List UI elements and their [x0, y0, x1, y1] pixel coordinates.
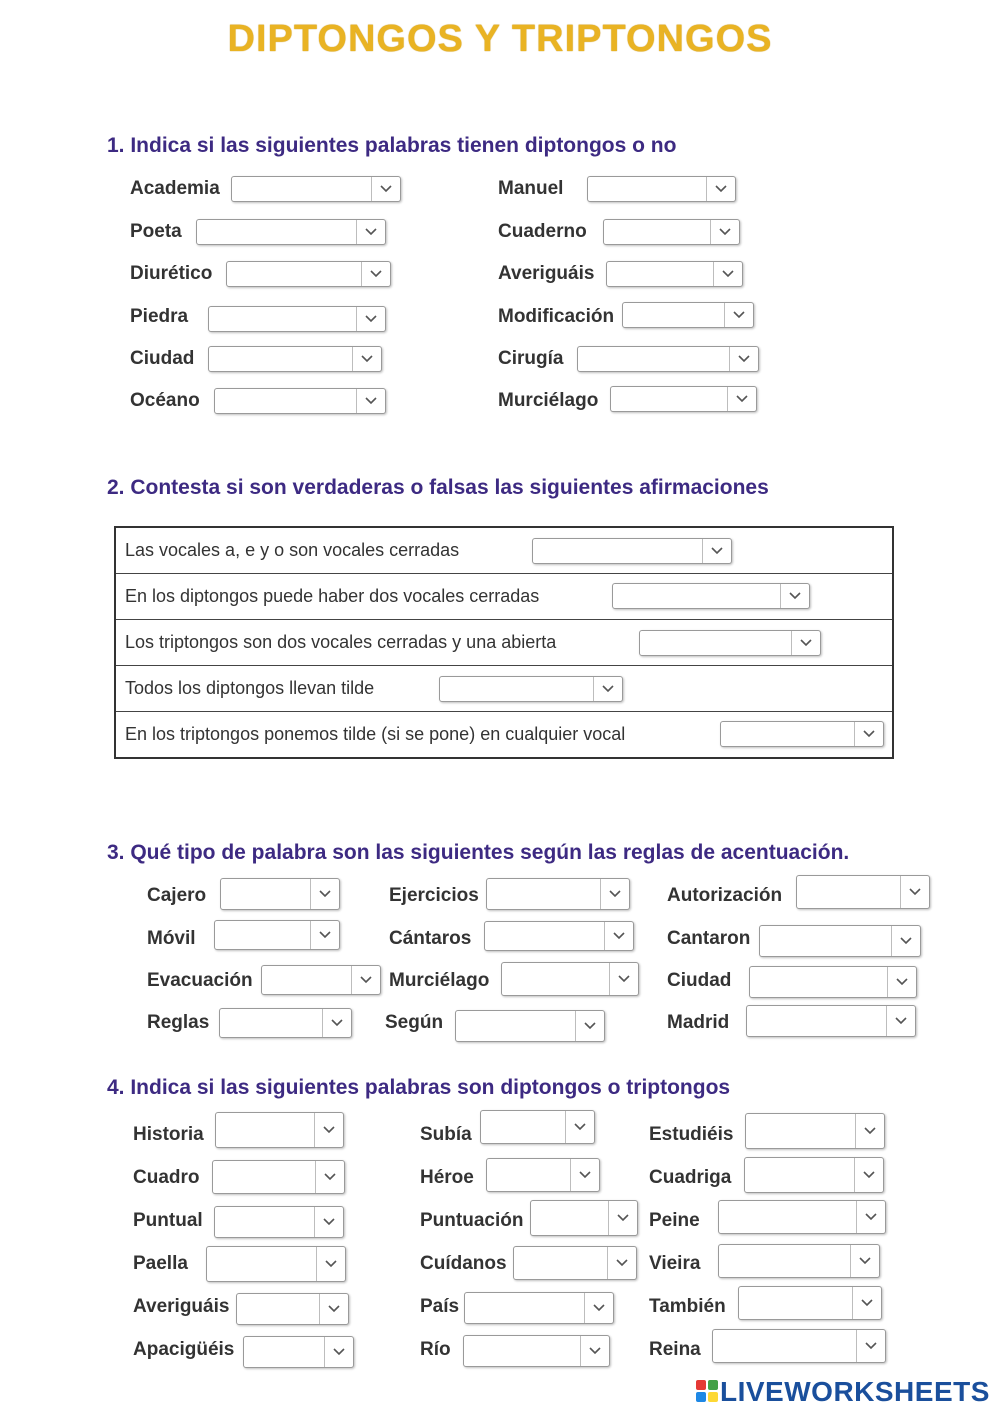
- s2-dropdown[interactable]: [612, 583, 810, 609]
- chevron-down-icon: [713, 262, 742, 286]
- table-row: [116, 712, 892, 757]
- s3-word: Cajero: [147, 885, 207, 906]
- chevron-down-icon: [886, 1006, 915, 1036]
- chevron-down-icon: [575, 1011, 604, 1041]
- s1-word: Diurético: [130, 263, 213, 284]
- statements-table: [114, 526, 894, 759]
- s1-dropdown[interactable]: [196, 219, 386, 245]
- s1-word: Modificación: [498, 306, 615, 327]
- s4-dropdown[interactable]: [215, 1112, 344, 1148]
- s4-word: País: [420, 1296, 460, 1317]
- chevron-down-icon: [702, 539, 731, 563]
- s4-word: Averiguáis: [133, 1296, 230, 1317]
- s4-word: Héroe: [420, 1167, 474, 1188]
- s1-word: Ciudad: [130, 348, 195, 369]
- chevron-down-icon: [607, 1247, 636, 1279]
- s3-dropdown[interactable]: [220, 878, 340, 910]
- s4-word: Vieira: [649, 1253, 701, 1274]
- s3-dropdown[interactable]: [759, 925, 921, 957]
- chevron-down-icon: [854, 1158, 883, 1192]
- s4-dropdown[interactable]: [530, 1200, 638, 1236]
- s3-dropdown[interactable]: [749, 966, 917, 998]
- s3-word: Ejercicios: [389, 885, 479, 906]
- s4-word: Puntuación: [420, 1210, 524, 1231]
- chevron-down-icon: [356, 389, 385, 413]
- chevron-down-icon: [570, 1159, 599, 1191]
- s4-word: Puntual: [133, 1210, 203, 1231]
- table-row: [116, 666, 892, 712]
- s4-dropdown[interactable]: [236, 1293, 349, 1325]
- chevron-down-icon: [356, 220, 385, 244]
- s4-word: Paella: [133, 1253, 188, 1274]
- chevron-down-icon: [361, 262, 390, 286]
- chevron-down-icon: [322, 1009, 351, 1037]
- page-title: DIPTONGOS Y TRIPTONGOS: [227, 18, 773, 60]
- s1-dropdown[interactable]: [226, 261, 391, 287]
- chevron-down-icon: [852, 1287, 881, 1319]
- s3-dropdown[interactable]: [486, 878, 630, 910]
- s4-dropdown[interactable]: [243, 1336, 354, 1368]
- s3-word: Ciudad: [667, 970, 732, 991]
- chevron-down-icon: [371, 177, 400, 201]
- s2-dropdown[interactable]: [532, 538, 732, 564]
- s2-dropdown[interactable]: [439, 676, 623, 702]
- s4-word: Subía: [420, 1124, 472, 1145]
- chevron-down-icon: [887, 967, 916, 997]
- s3-dropdown[interactable]: [214, 920, 340, 950]
- chevron-down-icon: [324, 1337, 353, 1367]
- chevron-down-icon: [319, 1294, 348, 1324]
- chevron-down-icon: [706, 177, 735, 201]
- chevron-down-icon: [310, 921, 339, 949]
- chevron-down-icon: [584, 1293, 613, 1323]
- s2-dropdown[interactable]: [720, 721, 884, 747]
- s3-dropdown[interactable]: [484, 921, 634, 951]
- chevron-down-icon: [856, 1330, 885, 1362]
- chevron-down-icon: [316, 1247, 345, 1281]
- s3-word: Murciélago: [389, 970, 490, 991]
- chevron-down-icon: [729, 347, 758, 371]
- table-row: [116, 620, 892, 666]
- s1-word: Cirugía: [498, 348, 564, 369]
- chevron-down-icon: [580, 1336, 609, 1366]
- statement-text: Los triptongos son dos vocales cerradas y una abierta: [125, 632, 557, 652]
- s3-dropdown[interactable]: [501, 962, 639, 996]
- s4-word: Apacigüéis: [133, 1339, 235, 1360]
- chevron-down-icon: [314, 1207, 343, 1237]
- s1-dropdown[interactable]: [214, 388, 386, 414]
- chevron-down-icon: [727, 387, 756, 411]
- table-row: [116, 574, 892, 620]
- s3-dropdown[interactable]: [219, 1008, 352, 1038]
- section2-heading: 2. Contesta si son verdaderas o falsas las siguientes afirmaciones: [107, 476, 769, 499]
- chevron-down-icon: [856, 1201, 885, 1233]
- s3-word: Reglas: [147, 1012, 210, 1033]
- chevron-down-icon: [900, 876, 929, 908]
- s4-word: Río: [420, 1339, 451, 1360]
- chevron-down-icon: [593, 677, 622, 701]
- s1-dropdown[interactable]: [606, 261, 743, 287]
- section1-heading: 1. Indica si las siguientes palabras tienen diptongos o no: [107, 134, 677, 157]
- s1-word: Cuaderno: [498, 221, 587, 242]
- statement-text: Todos los diptongos llevan tilde: [125, 678, 375, 698]
- s4-dropdown[interactable]: [463, 1335, 610, 1367]
- logo-text: LIVEWORKSHEETS: [720, 1376, 990, 1407]
- chevron-down-icon: [314, 1113, 343, 1147]
- s3-dropdown[interactable]: [796, 875, 930, 909]
- s4-word: También: [649, 1296, 726, 1317]
- chevron-down-icon: [352, 347, 381, 371]
- s4-dropdown[interactable]: [712, 1329, 886, 1363]
- s1-dropdown[interactable]: [577, 346, 759, 372]
- chevron-down-icon: [855, 1114, 884, 1148]
- s4-dropdown[interactable]: [738, 1286, 882, 1320]
- s1-word: Murciélago: [498, 390, 599, 411]
- s4-dropdown[interactable]: [212, 1160, 345, 1194]
- s4-dropdown[interactable]: [214, 1206, 344, 1238]
- s1-dropdown[interactable]: [208, 306, 386, 332]
- chevron-down-icon: [315, 1161, 344, 1193]
- s4-dropdown[interactable]: [745, 1113, 885, 1149]
- s1-dropdown[interactable]: [622, 302, 754, 328]
- chevron-down-icon: [780, 584, 809, 608]
- chevron-down-icon: [791, 631, 820, 655]
- statement-text: En los diptongos puede haber dos vocales cerradas: [125, 586, 540, 606]
- s4-word: Historia: [133, 1124, 204, 1145]
- chevron-down-icon: [310, 879, 339, 909]
- s3-word: Evacuación: [147, 970, 253, 991]
- chevron-down-icon: [724, 303, 753, 327]
- s4-dropdown[interactable]: [206, 1246, 346, 1282]
- s4-word: Reina: [649, 1339, 701, 1360]
- chevron-down-icon: [356, 307, 385, 331]
- s1-dropdown[interactable]: [610, 386, 757, 412]
- s3-dropdown[interactable]: [455, 1010, 605, 1042]
- s4-dropdown[interactable]: [513, 1246, 637, 1280]
- s3-dropdown[interactable]: [261, 965, 381, 995]
- s1-dropdown[interactable]: [208, 346, 382, 372]
- s4-word: Estudiéis: [649, 1124, 734, 1145]
- section4-heading: 4. Indica si las siguientes palabras son diptongos o triptongos: [107, 1076, 731, 1099]
- s3-word: Cantaron: [667, 928, 751, 949]
- chevron-down-icon: [604, 922, 633, 950]
- liveworksheets-logo-icon: [696, 1380, 718, 1402]
- section3-heading: 3. Qué tipo de palabra son las siguientes según las reglas de acentuación.: [107, 841, 850, 864]
- s1-word: Averiguáis: [498, 263, 595, 284]
- s4-dropdown[interactable]: [464, 1292, 614, 1324]
- chevron-down-icon: [891, 926, 920, 956]
- chevron-down-icon: [608, 1201, 637, 1235]
- s1-dropdown[interactable]: [231, 176, 401, 202]
- s1-word: Piedra: [130, 306, 189, 327]
- s4-dropdown[interactable]: [486, 1158, 600, 1192]
- s1-word: Academia: [130, 178, 220, 199]
- s3-word: Autorización: [667, 885, 783, 906]
- s4-dropdown[interactable]: [480, 1110, 595, 1144]
- chevron-down-icon: [600, 879, 629, 909]
- s3-word: Madrid: [667, 1012, 730, 1033]
- s4-dropdown[interactable]: [744, 1157, 884, 1193]
- s3-word: Móvil: [147, 928, 196, 949]
- table-row: [116, 528, 892, 574]
- s1-word: Poeta: [130, 221, 182, 242]
- s1-word: Océano: [130, 390, 200, 411]
- chevron-down-icon: [850, 1245, 879, 1277]
- s4-word: Peine: [649, 1210, 700, 1231]
- chevron-down-icon: [710, 220, 739, 244]
- s4-word: Cuídanos: [420, 1253, 507, 1274]
- s1-word: Manuel: [498, 178, 564, 199]
- s4-dropdown[interactable]: [718, 1244, 880, 1278]
- statement-text: En los triptongos ponemos tilde (si se pone) en cualquier vocal: [125, 724, 626, 744]
- chevron-down-icon: [565, 1111, 594, 1143]
- statement-text: Las vocales a, e y o son vocales cerradas: [125, 540, 460, 560]
- s2-dropdown[interactable]: [639, 630, 821, 656]
- s4-word: Cuadriga: [649, 1167, 732, 1188]
- chevron-down-icon: [854, 722, 883, 746]
- s3-dropdown[interactable]: [746, 1005, 916, 1037]
- s1-dropdown[interactable]: [587, 176, 736, 202]
- s4-word: Cuadro: [133, 1167, 200, 1188]
- s3-word: Según: [385, 1012, 444, 1033]
- s4-dropdown[interactable]: [718, 1200, 886, 1234]
- chevron-down-icon: [351, 966, 380, 994]
- s1-dropdown[interactable]: [603, 219, 740, 245]
- s3-word: Cántaros: [389, 928, 472, 949]
- chevron-down-icon: [609, 963, 638, 995]
